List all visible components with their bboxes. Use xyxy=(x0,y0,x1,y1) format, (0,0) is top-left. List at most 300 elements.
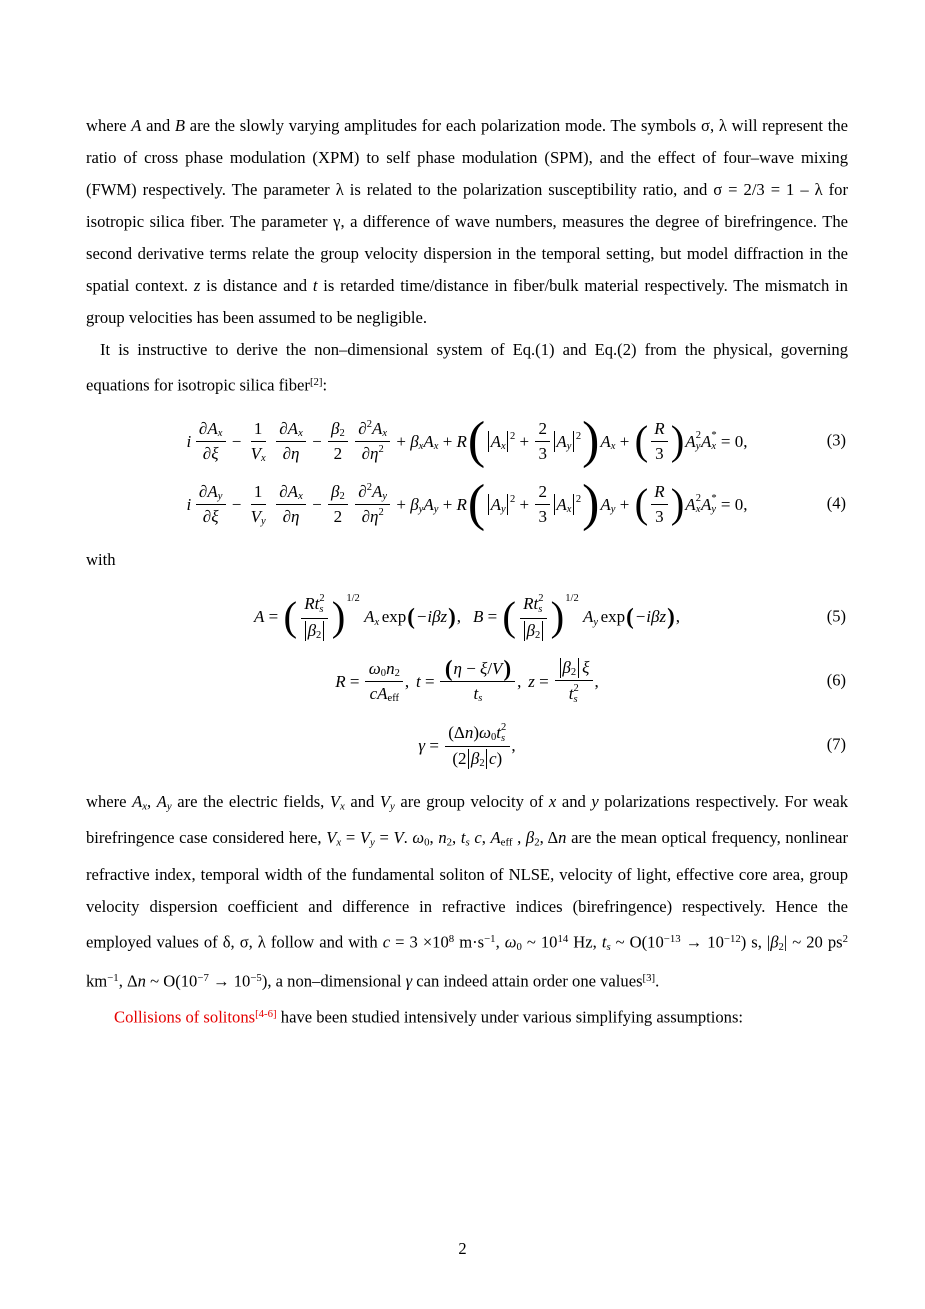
text-run: β xyxy=(770,932,779,952)
math-symbol: A xyxy=(600,494,611,514)
math-row xyxy=(576,431,581,442)
math-text: 2 xyxy=(538,593,544,605)
math-scripted xyxy=(283,593,360,640)
text-run: y xyxy=(390,800,395,813)
math-row xyxy=(186,475,748,533)
text-run: ~ O(10 xyxy=(145,971,198,991)
math-scripted xyxy=(526,621,540,641)
math-row xyxy=(301,593,328,618)
math-text: 2 xyxy=(573,682,579,694)
math-row xyxy=(701,431,711,452)
math-scripts xyxy=(501,722,506,744)
math-scripts xyxy=(339,482,344,502)
text-run: x xyxy=(336,836,342,849)
math-row xyxy=(279,505,303,527)
text-run: n xyxy=(438,828,447,848)
math-row xyxy=(471,749,485,769)
math-symbol: A xyxy=(490,494,501,514)
math-operator: + xyxy=(619,431,630,451)
text-run: [3] xyxy=(642,972,656,985)
abs-bar xyxy=(542,621,543,641)
math-scripts xyxy=(565,593,578,640)
text-run: and xyxy=(344,791,380,811)
math-symbol: V xyxy=(250,443,262,463)
math-symbol: x xyxy=(217,427,223,439)
abs-bar xyxy=(560,658,561,678)
text-run: V xyxy=(393,828,404,848)
math-row xyxy=(556,494,571,515)
math-row xyxy=(491,494,506,515)
math-scripts xyxy=(538,593,543,615)
math-symbol: x xyxy=(261,452,266,464)
math-row xyxy=(328,419,349,442)
math-text: , xyxy=(511,735,516,755)
text-run: , Δ xyxy=(118,971,138,991)
math-symbol: c xyxy=(488,748,497,768)
text-run: polarizations respectively. For weak birefringence case considered here, xyxy=(86,791,849,848)
math-text: 2 xyxy=(316,629,322,641)
math-text: 1 xyxy=(253,481,263,501)
math-symbol: y xyxy=(711,504,717,516)
math-operator: − xyxy=(312,431,322,451)
math-row xyxy=(635,606,666,627)
math-row xyxy=(517,593,550,640)
math-group: ( −iβz ) xyxy=(626,603,675,629)
math-text: 2 xyxy=(366,481,372,493)
math-group xyxy=(303,621,325,641)
math-row xyxy=(573,683,578,694)
text-run: is retarded time/distance in fiber/bulk material respectively. The mismatch in group velocities has been assumed to be negligible. xyxy=(86,276,848,327)
math-row xyxy=(283,593,347,640)
math-symbol: β xyxy=(470,748,480,768)
equation-7 xyxy=(86,722,848,769)
math-row xyxy=(556,431,566,452)
math-group xyxy=(486,431,510,452)
math-row xyxy=(501,441,506,452)
math-scripted xyxy=(496,722,506,744)
math-scripts xyxy=(501,494,506,515)
math-row xyxy=(565,593,578,604)
math-symbol: n xyxy=(464,722,474,742)
abs-bar xyxy=(554,431,555,452)
math-scripts xyxy=(378,507,383,527)
math-scripted xyxy=(501,593,578,640)
math-symbol: c xyxy=(369,683,378,703)
math-text: 2 xyxy=(695,493,701,505)
math-text: 2 xyxy=(538,418,547,438)
math-text: 2 xyxy=(378,506,384,518)
math-operator: = xyxy=(539,671,549,691)
math-row xyxy=(556,431,571,452)
math-row xyxy=(423,494,433,515)
math-scripts xyxy=(339,419,344,439)
math-row xyxy=(382,428,387,439)
text-run: y xyxy=(166,800,172,813)
math-row xyxy=(478,693,482,704)
text-run: 8 xyxy=(448,932,455,945)
math-row xyxy=(374,617,379,628)
math-row xyxy=(395,668,400,679)
abs-bar xyxy=(507,431,508,452)
math-symbol: s xyxy=(501,732,506,744)
math-scripted xyxy=(207,482,222,502)
math-fraction xyxy=(276,419,306,464)
math-row xyxy=(410,431,418,452)
text-run: V xyxy=(326,828,337,848)
text-run: → 10 xyxy=(680,932,724,952)
text-run: : xyxy=(322,375,328,395)
math-symbol: ∂ xyxy=(279,418,288,438)
math-scripted xyxy=(288,419,303,439)
text-run: β xyxy=(525,828,535,848)
text-run: are the slowly varying amplitudes for each polarization mode. The symbols σ, λ will represent the ratio of cross phase modulation (XPM) to self phase modulation (SPM), and the effect of four–wave mixing (FWM) respectively. The parameter λ is related to the polarization susceptibility ratio, and σ = 2/3 = 1 – λ for isotropic silica fiber. The parameter γ, a difference of wave numbers, measures the degree of birefringence. The second derivative terms relate the group velocity dispersion in the temporal setting, but model diffraction in the spatial context. xyxy=(86,116,849,295)
math-row xyxy=(416,606,447,627)
math-row xyxy=(331,482,339,502)
math-symbol: t xyxy=(568,683,574,703)
math-row xyxy=(486,482,581,527)
text-run: , Δ xyxy=(539,828,559,848)
math-row xyxy=(335,655,599,705)
math-symbol: t xyxy=(473,683,479,703)
math-scripted xyxy=(386,659,400,679)
math-row xyxy=(261,516,266,527)
text-run: t xyxy=(601,932,607,952)
math-row xyxy=(520,593,547,618)
math-row xyxy=(491,494,501,515)
text-run: m·s xyxy=(454,932,485,952)
math-row xyxy=(358,442,387,464)
math-row xyxy=(372,419,382,439)
math-text: 2 xyxy=(366,418,372,430)
math-row xyxy=(418,722,515,769)
text-run: x xyxy=(142,800,148,813)
math-text: , xyxy=(594,671,599,691)
math-symbol: t xyxy=(314,594,320,614)
text-run: 2 xyxy=(842,932,849,945)
math-operator: − xyxy=(231,494,242,514)
math-fraction xyxy=(355,482,391,527)
math-row xyxy=(365,659,403,682)
math-scripts xyxy=(388,684,400,704)
math-scripts xyxy=(319,593,324,615)
math-row xyxy=(370,444,378,464)
math-row xyxy=(583,606,593,627)
page-content xyxy=(86,110,848,1033)
math-row xyxy=(366,682,402,704)
math-operator: = xyxy=(720,431,731,451)
math-row xyxy=(440,655,515,682)
math-symbol: R xyxy=(456,494,467,514)
text-run: t xyxy=(312,276,318,295)
math-symbol: ξ xyxy=(582,657,590,677)
math-scripted xyxy=(410,431,423,452)
paragraph-amplitudes xyxy=(86,110,848,334)
math-scripts xyxy=(374,606,379,627)
math-row xyxy=(358,482,366,502)
math-row xyxy=(652,505,667,527)
math-row xyxy=(328,482,349,505)
text-run: n xyxy=(137,971,146,991)
math-fraction xyxy=(196,419,226,464)
math-symbol: ∂ξ xyxy=(202,506,219,526)
math-row xyxy=(711,504,716,515)
math-row xyxy=(331,419,339,439)
math-row xyxy=(298,593,331,640)
math-symbol: y xyxy=(566,440,572,452)
math-scripted xyxy=(569,683,579,705)
math-row xyxy=(501,593,565,640)
text-run: −7 xyxy=(197,972,209,985)
math-symbol: R xyxy=(523,594,534,614)
math-text: 2 xyxy=(695,430,701,442)
math-fraction xyxy=(555,658,593,705)
math-row xyxy=(491,431,506,452)
text-run: x xyxy=(548,791,557,811)
math-group: ( R t 2 s β 2 ) xyxy=(502,593,565,641)
math-text: 2 xyxy=(575,430,582,442)
equation-number: (5) xyxy=(826,606,846,626)
text-run: c xyxy=(382,932,391,952)
text-run: 0 xyxy=(516,940,522,953)
math-scripted xyxy=(701,430,717,452)
abs-bar xyxy=(524,621,525,641)
math-symbol: η xyxy=(370,443,379,463)
math-symbol: y xyxy=(695,441,701,453)
math-text: 3 xyxy=(655,443,664,463)
with-line xyxy=(86,544,848,576)
math-row xyxy=(207,482,217,502)
math-scripted xyxy=(556,494,571,515)
text-run: 14 xyxy=(557,932,569,945)
text-run: x xyxy=(340,800,345,813)
math-text: 1 xyxy=(253,418,263,438)
math-row xyxy=(300,619,329,641)
math-scripts xyxy=(593,606,598,627)
math-row xyxy=(649,482,670,527)
text-run: . xyxy=(655,971,660,991)
math-operator: + xyxy=(396,431,406,451)
math-scripted xyxy=(358,419,372,439)
math-scripted xyxy=(308,621,322,641)
math-symbol: x xyxy=(298,427,303,439)
abs-bar xyxy=(573,494,574,515)
math-row xyxy=(247,442,269,464)
abs-bar xyxy=(323,621,324,641)
math-text: 0 xyxy=(491,731,497,743)
math-row xyxy=(600,431,610,452)
math-row xyxy=(479,723,491,743)
math-row xyxy=(358,419,366,439)
math-fraction xyxy=(355,419,391,464)
math-text: 1/2 xyxy=(565,593,579,605)
math-scripted xyxy=(372,482,387,502)
math-symbol: A xyxy=(207,481,218,501)
math-text: 3 xyxy=(538,506,547,526)
math-row xyxy=(552,431,576,452)
math-row xyxy=(556,494,566,515)
math-symbol: V xyxy=(492,658,503,678)
math-fraction xyxy=(651,419,668,464)
math-row xyxy=(454,659,503,679)
math-symbol: ∂ xyxy=(361,443,370,463)
text-run: Hz, xyxy=(568,932,602,952)
math-fraction xyxy=(328,482,349,527)
text-run: ), a non–dimensional xyxy=(261,971,406,991)
math-fraction xyxy=(276,482,306,527)
math-scripted xyxy=(491,494,506,515)
text-run: A xyxy=(490,828,501,848)
abs-bar xyxy=(305,621,306,641)
math-symbol: y xyxy=(610,503,616,515)
math-symbol: t xyxy=(496,722,502,742)
math-row xyxy=(501,722,506,733)
math-row xyxy=(611,504,616,515)
text-run: where xyxy=(86,116,132,135)
math-row xyxy=(562,658,576,678)
math-scripts xyxy=(567,431,572,452)
math-scripted xyxy=(562,658,576,678)
text-run: 2 xyxy=(778,940,784,953)
text-run: can indeed attain order one values xyxy=(412,971,643,991)
math-symbol: ω xyxy=(479,722,492,742)
math-row xyxy=(711,441,716,452)
text-run: 0 xyxy=(424,836,430,849)
math-row xyxy=(319,593,324,604)
math-row xyxy=(552,494,576,515)
math-scripted xyxy=(552,431,581,452)
math-symbol: ω xyxy=(368,658,381,678)
math-row xyxy=(471,749,479,769)
abs-bar xyxy=(554,494,555,515)
math-scripted xyxy=(474,684,483,704)
math-fraction xyxy=(440,655,515,704)
math-operator: = xyxy=(424,671,435,691)
math-scripted xyxy=(251,444,266,464)
math-symbol: β xyxy=(410,494,419,514)
math-operator: = xyxy=(720,494,731,514)
math-scripted xyxy=(685,493,701,515)
math-symbol: β xyxy=(331,481,340,501)
math-row xyxy=(372,482,382,502)
abs-bar xyxy=(507,494,508,515)
math-scripted xyxy=(701,493,717,515)
equation-number: (6) xyxy=(826,670,846,690)
math-scripts xyxy=(535,621,540,641)
math-fraction xyxy=(247,482,269,527)
text-run: with xyxy=(86,550,116,570)
paragraph-definitions xyxy=(86,786,848,998)
math-group xyxy=(467,749,489,769)
math-scripted xyxy=(583,606,598,627)
math-text: 2 xyxy=(339,427,345,439)
math-row xyxy=(261,453,266,464)
text-run: [2] xyxy=(309,376,323,388)
text-run: s xyxy=(606,940,611,953)
math-symbol: γ xyxy=(418,735,426,755)
math-group xyxy=(522,621,544,641)
math-row xyxy=(479,758,484,769)
math-row xyxy=(369,659,381,679)
math-scripted xyxy=(471,749,485,769)
math-text: , xyxy=(743,494,748,514)
math-scripts xyxy=(382,482,387,502)
text-run: −12 xyxy=(723,932,741,945)
math-symbol: x xyxy=(418,440,424,452)
math-symbol: y xyxy=(593,616,599,628)
math-symbol: ∂ xyxy=(279,481,288,501)
math-fraction xyxy=(196,482,226,527)
math-row xyxy=(358,505,387,527)
math-row xyxy=(298,491,303,502)
math-text: , xyxy=(517,671,522,691)
text-run: B xyxy=(174,116,186,135)
math-scripted xyxy=(377,684,399,704)
math-scripts xyxy=(218,482,223,502)
text-run: s xyxy=(465,836,470,849)
math-symbol: x xyxy=(298,490,303,502)
math-symbol: ∂ xyxy=(198,418,208,438)
math-row xyxy=(573,694,578,705)
math-operator: = xyxy=(349,671,360,691)
math-scripts xyxy=(378,444,383,464)
math-text: 2 xyxy=(501,721,507,733)
text-run: = 3 ×10 xyxy=(390,932,449,952)
math-scripted xyxy=(410,494,423,515)
text-run: eff xyxy=(500,836,513,849)
math-operator: = xyxy=(429,735,439,755)
math-symbol: A xyxy=(600,431,611,451)
math-symbol: A xyxy=(685,431,696,451)
text-run: ) s, | xyxy=(740,932,771,952)
math-row xyxy=(251,507,261,527)
math-scripts xyxy=(510,431,515,452)
math-row xyxy=(207,419,217,439)
text-run: ω xyxy=(412,828,425,848)
math-text: eff xyxy=(387,692,400,704)
math-symbol: V xyxy=(250,506,262,526)
math-text: (2 xyxy=(452,748,467,768)
math-row xyxy=(538,593,543,604)
math-row xyxy=(562,658,570,678)
math-operator: + xyxy=(442,494,453,514)
equation-number: (4) xyxy=(826,494,846,514)
math-symbol: x xyxy=(566,503,572,515)
math-scripted xyxy=(372,419,387,439)
math-text: ) xyxy=(473,722,480,742)
math-row xyxy=(470,682,486,704)
math-row xyxy=(423,431,433,452)
math-text: 1/2 xyxy=(346,593,360,605)
text-run: −1 xyxy=(484,932,496,945)
text-run: km xyxy=(86,971,108,991)
math-symbol: A xyxy=(556,431,567,451)
math-row xyxy=(316,630,321,641)
paragraph-derive xyxy=(86,334,848,401)
math-row xyxy=(555,658,593,681)
math-row xyxy=(276,482,306,505)
math-scripted xyxy=(207,419,222,439)
abs-bar xyxy=(573,431,574,452)
math-row xyxy=(510,431,515,442)
math-symbol: s xyxy=(478,692,483,704)
math-scripts xyxy=(567,494,572,515)
math-symbol: s xyxy=(573,693,578,705)
math-scripts xyxy=(261,444,266,464)
math-row xyxy=(288,482,298,502)
math-row xyxy=(339,428,344,439)
text-run: , xyxy=(495,932,505,952)
math-scripted xyxy=(486,431,515,452)
